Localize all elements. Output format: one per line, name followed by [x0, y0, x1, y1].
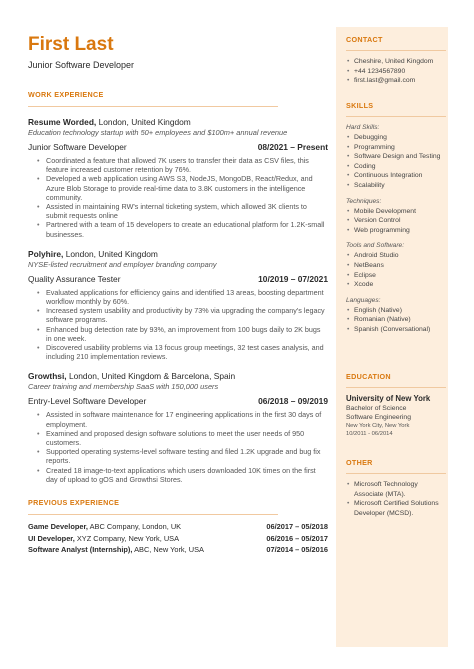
section-divider	[346, 473, 446, 474]
skills-heading: SKILLS	[346, 101, 374, 110]
contact-section	[346, 35, 446, 86]
skill-item: • NetBeans	[354, 261, 446, 271]
skill-group-label: Hard Skills:	[346, 124, 380, 131]
sidebar-column	[336, 27, 448, 647]
other-item: • Microsoft Certified Solutions Developer (MCSD).	[354, 499, 446, 518]
job-company-description: Career training and membership SaaS with 150,000 users	[28, 382, 219, 392]
job-bullet: • Coordinated a feature that allowed 7K users to transfer their data as CSV files, this feature increased customer retention by 76%.	[46, 156, 328, 174]
job-bullet: • Evaluated applications for efficiency gains and identified 13 areas, boosting department workflow monthly by 60%.	[46, 288, 328, 306]
other-heading: OTHER	[346, 458, 373, 467]
section-divider	[346, 387, 446, 388]
skill-item: • Eclipse	[354, 271, 446, 281]
job-role-row	[28, 396, 328, 407]
job-bullet: • Enhanced bug detection rate by 93%, an improvement from 100 bugs daily to 2K bugs in one week.	[46, 325, 328, 343]
job-dates: 08/2021 – Present	[257, 142, 328, 152]
job-role: Quality Assurance Tester	[28, 273, 121, 284]
job-company: Polyhire, London, United Kingdom	[28, 248, 158, 259]
skill-item: • Software Design and Testing	[354, 152, 446, 162]
job-role-row	[28, 274, 328, 285]
skill-group-label: Tools and Software:	[346, 242, 405, 250]
skill-item: • Xcode	[354, 280, 446, 290]
skill-item: • Spanish (Conversational)	[354, 325, 446, 335]
education-degree: Bachelor of Science	[346, 405, 407, 412]
skill-item: • Coding	[354, 162, 446, 172]
section-divider	[346, 116, 446, 117]
job-bullets	[28, 156, 328, 239]
job-bullet: • Increased system usability and productivity by 73% via upgrading the company's legacy software programs.	[46, 306, 328, 324]
job-bullet: • Examined and proposed design software solutions to meet the user needs of 950 customers.	[46, 429, 328, 447]
skill-item: • Scalability	[354, 181, 446, 191]
candidate-title: Junior Software Developer	[28, 60, 135, 70]
job-dates: 10/2019 – 07/2021	[258, 273, 328, 284]
job-bullets	[28, 288, 328, 362]
job-bullet: • Assisted in software maintenance for 17 engineering applications in the first 30 days of employment.	[46, 410, 328, 428]
contact-heading: CONTACT	[346, 35, 383, 44]
section-divider	[28, 514, 278, 515]
job-bullet: • Assisted in maintaining RW's internal ticketing system, which allowed 3K clients to submit requests online	[46, 202, 328, 220]
job-company: Resume Worded, London, United Kingdom	[28, 117, 191, 127]
previous-item: Game Developer, ABC Company, London, UK 06/2017 – 05/2018	[28, 522, 328, 532]
job-dates: 06/2018 – 09/2019	[258, 396, 328, 407]
job-entry	[28, 249, 328, 362]
job-bullet: • Supported operating systems-level software testing and filed 1.2K upgrade and bug fix reports.	[46, 447, 328, 465]
previous-experience-heading: PREVIOUS EXPERIENCE	[28, 498, 120, 508]
job-company-description: NYSE-listed recruitment and employer branding company	[28, 259, 217, 269]
job-role: Entry-Level Software Developer	[28, 396, 147, 407]
main-column	[28, 34, 328, 556]
job-role-row	[28, 142, 328, 153]
skill-item: • Romanian (Native)	[354, 315, 446, 325]
other-item: • Microsoft Technology Associate (MTA).	[354, 480, 446, 499]
section-divider	[346, 50, 446, 51]
skill-item: • Mobile Development	[354, 207, 446, 217]
section-divider	[28, 106, 278, 107]
contact-email: • first.last@gmail.com	[354, 76, 446, 86]
job-bullets	[28, 410, 328, 484]
previous-item: Software Analyst (Internship), ABC, New York, USA 07/2014 – 05/2016	[28, 545, 328, 555]
contact-phone: • +44 1234567890	[354, 67, 446, 77]
education-heading: EDUCATION	[346, 372, 391, 381]
education-section	[346, 372, 446, 438]
contact-location: • Cheshire, United Kingdom	[354, 57, 446, 67]
job-bullet: • Developed a web application using AWS S3, NodeJS, MongoDB, React/Redux, and Azure Blob Storage to provide real-time data to 3.8K customers in the intelligence community.	[46, 174, 328, 202]
skill-item: • Debugging	[354, 133, 446, 143]
education-school: University of New York	[346, 394, 431, 403]
skill-item: • English (Native)	[354, 306, 446, 316]
job-role: Junior Software Developer	[28, 142, 127, 152]
job-entry	[28, 117, 328, 239]
skill-item: • Continuous Integration	[354, 171, 446, 181]
skill-item: • Web programming	[354, 226, 446, 236]
work-experience-heading: WORK EXPERIENCE	[28, 90, 104, 99]
job-bullet: • Created 18 image-to-text applications which users downloaded 10K times on the first day of upload to gOS and Growthsi Stores.	[46, 466, 328, 484]
job-company: Growthsi, London, United Kingdom & Barcelona, Spain	[28, 371, 236, 382]
candidate-name: First Last	[28, 34, 114, 55]
previous-experience-list	[28, 521, 328, 556]
skill-group-label: Techniques:	[346, 197, 382, 205]
skill-item: • Programming	[354, 143, 446, 153]
skills-section	[346, 101, 446, 335]
job-bullet: • Discovered usability problems via 13 focus group meetings, 32 test cases analysis, and including 210 implementation reviews.	[46, 343, 328, 361]
skill-item: • Android Studio	[354, 251, 446, 261]
education-location: New York City, New York	[346, 423, 410, 429]
job-entry	[28, 371, 328, 484]
job-company-description: Education technology startup with 50+ employees and $100m+ annual revenue	[28, 128, 288, 137]
skill-group-label: Languages:	[346, 296, 381, 304]
job-bullet: • Partnered with a team of 15 developers to create an educational platform for 1.2K-small businesses.	[46, 220, 328, 238]
education-field: Software Engineering	[346, 414, 411, 421]
skill-item: • Version Control	[354, 216, 446, 226]
education-dates: 10/2011 - 06/2014	[346, 431, 393, 437]
other-section	[346, 458, 446, 518]
previous-item: UI Developer, XYZ Company, New York, USA 06/2016 – 05/2017	[28, 533, 328, 543]
